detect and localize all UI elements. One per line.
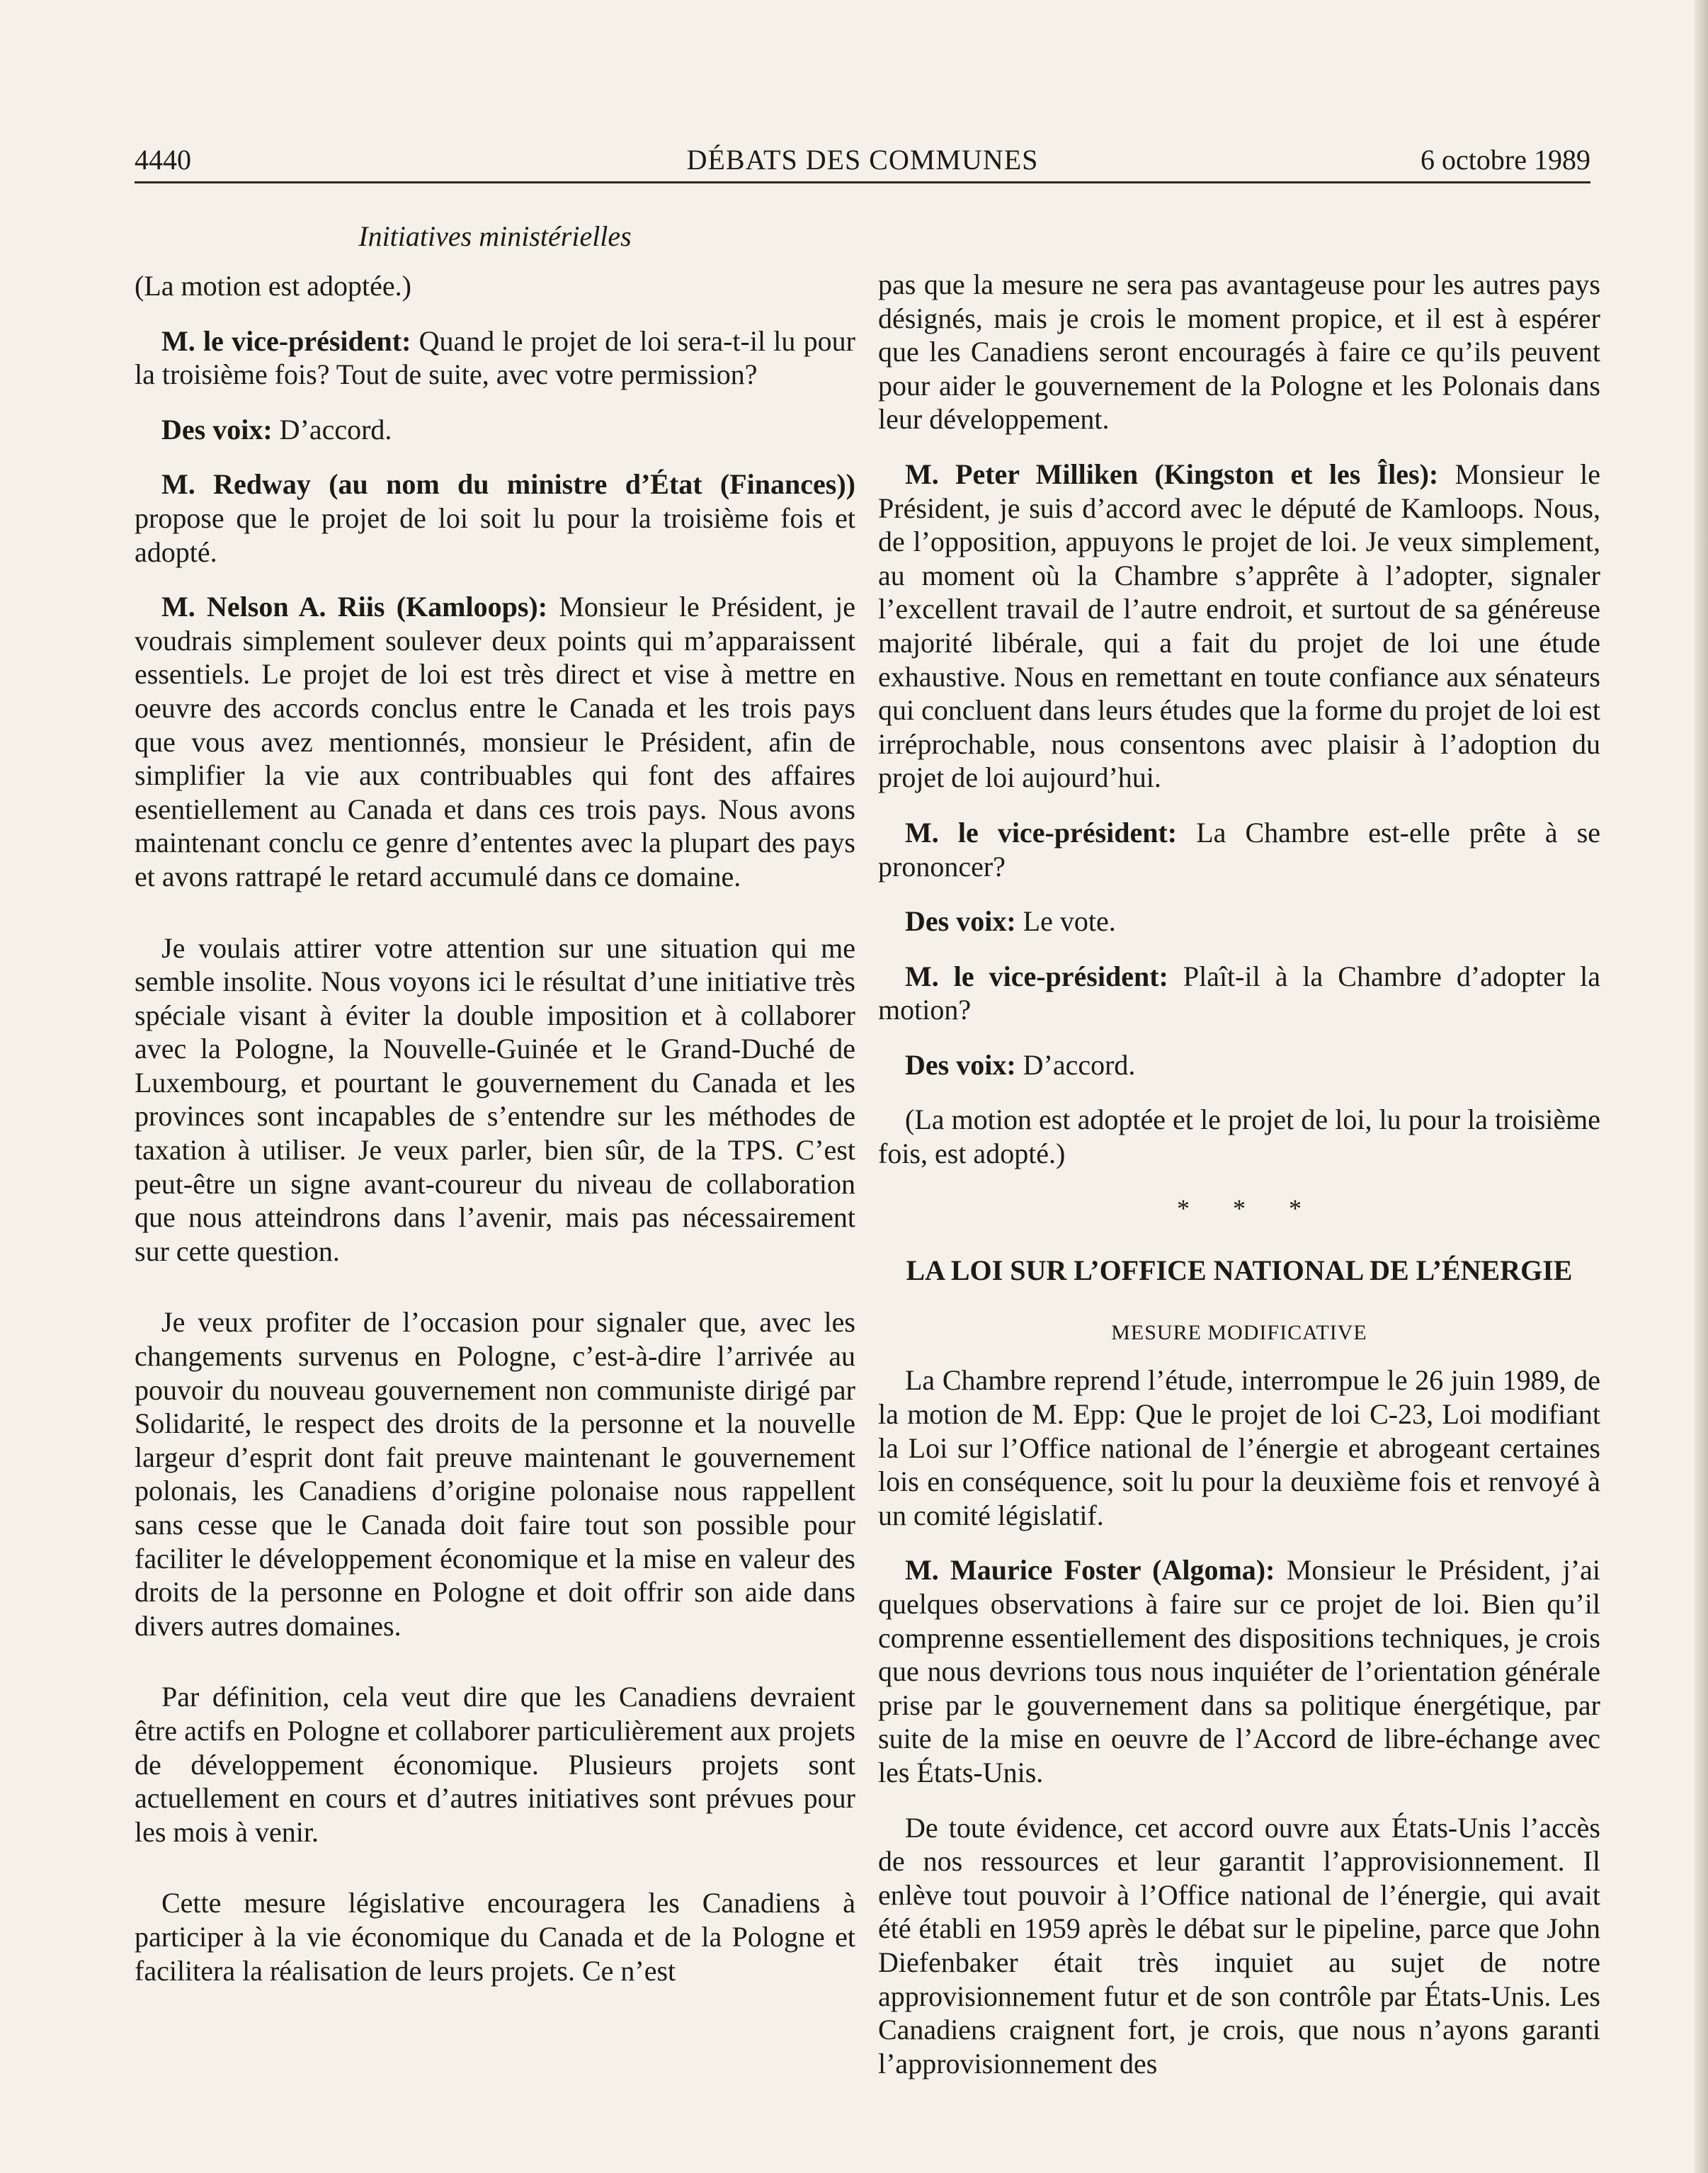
paragraph xyxy=(135,1680,855,1849)
paragraph xyxy=(135,1305,855,1642)
paragraph xyxy=(878,1811,1600,2081)
paragraph xyxy=(878,816,1600,883)
bill-heading: LA LOI SUR L’OFFICE NATIONAL DE L’ÉNERGIE xyxy=(906,1254,1573,1287)
header-rule xyxy=(135,181,1590,183)
paragraph-text: Plaît-il à la Chambre d’adopter la motion? xyxy=(878,960,1600,1026)
speaker-name: Des voix: xyxy=(905,1048,1016,1081)
paragraph-text: (La motion est adoptée et le projet de loi, lu pour la troisième fois, est adopté.) xyxy=(878,1103,1600,1170)
speaker-name: M. Redway (au nom du ministre d’État (Finances)) xyxy=(161,468,855,501)
page-date: 6 octobre 1989 xyxy=(1421,144,1590,176)
paragraph-text: De toute évidence, cet accord ouvre aux États-Unis l’accès de nos ressources et leur garantit l’approvisionnement. Il enlève tout pouvoir à l’Office national de l’énergie, qui avait été établi en 1959 après le débat sur le pipeline, parce que John Diefenbaker était très inquiet au sujet de notre approvisionnement futur et de son contrôle par États-Unis. Les Canadiens craignent fort, je crois, que nous n’ayons garanti l’approvisionnement des xyxy=(878,1811,1600,2080)
paragraph xyxy=(878,1048,1600,1082)
paragraph-text: Monsieur le Président, je suis d’accord avec le député de Kamloops. Nous, de l’opposition, appuyons le projet de loi. Je veux simplement, au moment où la Chambre s’apprête à l’adopter, signaler l’excellent travail de l’autre endroit, et surtout de sa généreuse majorité libérale, qui a fait du projet de loi une étude exhaustive. Nous en remettant en toute confiance aux sénateurs qui concluent dans leurs études que la forme du projet de loi est irréprochable, nous consentons avec plaisir à l’adoption du projet de loi aujourd’hui. xyxy=(878,458,1600,794)
paragraph xyxy=(878,904,1600,938)
paragraph xyxy=(135,269,855,303)
speaker-name: M. le vice-président: xyxy=(905,960,1168,992)
paragraph-text: Cette mesure législative encouragera les Canadiens à participer à la vie économique du Canada et de la Pologne et facilitera la réalisation de leurs projets. Ce n’est xyxy=(135,1887,855,1987)
paragraph xyxy=(135,931,855,1269)
paragraph xyxy=(878,458,1600,795)
left-column xyxy=(135,269,855,2009)
paragraph xyxy=(878,1363,1600,1532)
speaker-name: M. le vice-président: xyxy=(161,324,411,357)
speaker-name: M. Nelson A. Riis (Kamloops): xyxy=(161,591,548,623)
page-number: 4440 xyxy=(135,144,191,176)
speaker-name: Des voix: xyxy=(161,413,273,446)
paragraph-text: Je veux profiter de l’occasion pour signaler que, avec les changements survenus en Pologne, c’est-à-dire l’arrivée au pouvoir du nouveau gouvernement non communiste dirigé par Solidarité, le respect des droits de la personne et la nouvelle largeur d’esprit dont fait preuve maintenant le gouvernement polonais, les Canadiens d’origine polonaise nous rappellent sans cesse que le Canada doit faire tout son possible pour faciliter le développement économique et la mise en valeur des droits de la personne en Pologne et doit offrir son aide dans divers autres domaines. xyxy=(135,1306,855,1642)
running-head xyxy=(135,139,1590,181)
speaker-name: M. Peter Milliken (Kingston et les Îles): xyxy=(905,458,1439,490)
speaker-name: M. le vice-président: xyxy=(905,816,1178,849)
paragraph-text: Le vote. xyxy=(1023,905,1116,938)
paragraph xyxy=(878,960,1600,1027)
section-heading: Initiatives ministérielles xyxy=(358,220,632,252)
paragraph-text: La Chambre reprend l’étude, interrompue le 26 juin 1989, de la motion de M. Epp: Que le projet de loi C-23, Loi modifiant la Loi sur l’Office national de l’énergie et abrogeant certaines lois en conséquence, soit lu pour la deuxième fois et renvoyé à un comité législatif. xyxy=(878,1364,1600,1531)
sub-heading: MESURE MODIFICATIVE xyxy=(1111,1320,1367,1344)
paragraph-text: D’accord. xyxy=(1023,1048,1136,1081)
paragraph xyxy=(878,1103,1600,1170)
journal-title: DÉBATS DES COMMUNES xyxy=(686,144,1039,176)
paragraph-text: propose que le projet de loi soit lu pour la troisième fois et adopté. xyxy=(135,501,855,568)
paragraph xyxy=(878,268,1600,436)
speaker-name: Des voix: xyxy=(905,905,1016,938)
paragraph xyxy=(135,590,855,893)
right-column xyxy=(878,268,1600,2101)
paragraph-text: Monsieur le Président, j’ai quelques observations à faire sur ce projet de loi. Bien qu’il comprenne essentiellement des dispositions techniques, je crois que nous devrions tous nous inquiéter de l’orientation générale prise par le gouvernement dans sa politique énergétique, par suite de la mise en oeuvre de l’Accord de libre-échange avec les États-Unis. xyxy=(878,1554,1601,1788)
section-separator: * * * xyxy=(1177,1193,1320,1222)
paragraph-text: Quand le projet de loi sera-t-il lu pour la troisième fois? Tout de suite, avec votre permission? xyxy=(135,324,855,391)
paragraph xyxy=(135,413,855,447)
paragraph-text: Monsieur le Président, je voudrais simplement soulever deux points qui m’apparaissent essentiels. Le projet de loi est très direct et vise à mettre en oeuvre des accords conclus entre le Canada et les trois pays que vous avez mentionnés, monsieur le Président, afin de simplifier la vie aux contribuables qui font des affaires esentiellement au Canada et dans ces trois pays. Nous avons maintenant conclu ce genre d’ententes avec la plupart des pays et avons rattrapé le retard accumulé dans ce domaine. xyxy=(135,591,856,892)
paragraph-text: pas que la mesure ne sera pas avantageuse pour les autres pays désignés, mais je crois le moment propice, et il est à espérer que les Canadiens seront encouragés à faire ce qu’ils peuvent pour aider le gouvernement de la Pologne et les Polonais dans leur développement. xyxy=(878,268,1600,436)
paragraph xyxy=(135,467,855,569)
paragraph-text: (La motion est adoptée.) xyxy=(135,270,411,302)
paragraph-text: La Chambre est-elle prête à se prononcer? xyxy=(878,816,1601,883)
paragraph-text: Je voulais attirer votre attention sur une situation qui me semble insolite. Nous voyons ici le résultat d’une initiative très spéciale visant à éviter la double imposition et à collaborer avec la Pologne, la Nouvelle-Guinée et le Grand-Duché de Luxembourg, et pourtant le gouvernement du Canada et les provinces sont incapables de s’entendre sur les méthodes de taxation à utiliser. Je veux parler, bien sûr, de la TPS. C’est peut-être un signe avant-coureur du niveau de collaboration que nous atteindrons dans l’avenir, mais pas nécessairement sur cette question. xyxy=(135,931,855,1267)
paragraph-text: Par définition, cela veut dire que les Canadiens devraient être actifs en Pologne et collaborer particulièrement aux projets de développement économique. Plusieurs projets sont actuellement en cours et d’autres initiatives sont prévues pour les mois à venir. xyxy=(135,1681,855,1848)
scan-edge xyxy=(1694,0,1708,2173)
paragraph xyxy=(135,1886,855,1987)
paragraph xyxy=(878,1553,1600,1789)
paragraph xyxy=(135,324,855,392)
paragraph-text: D’accord. xyxy=(279,413,392,446)
speaker-name: M. Maurice Foster (Algoma): xyxy=(905,1554,1275,1587)
